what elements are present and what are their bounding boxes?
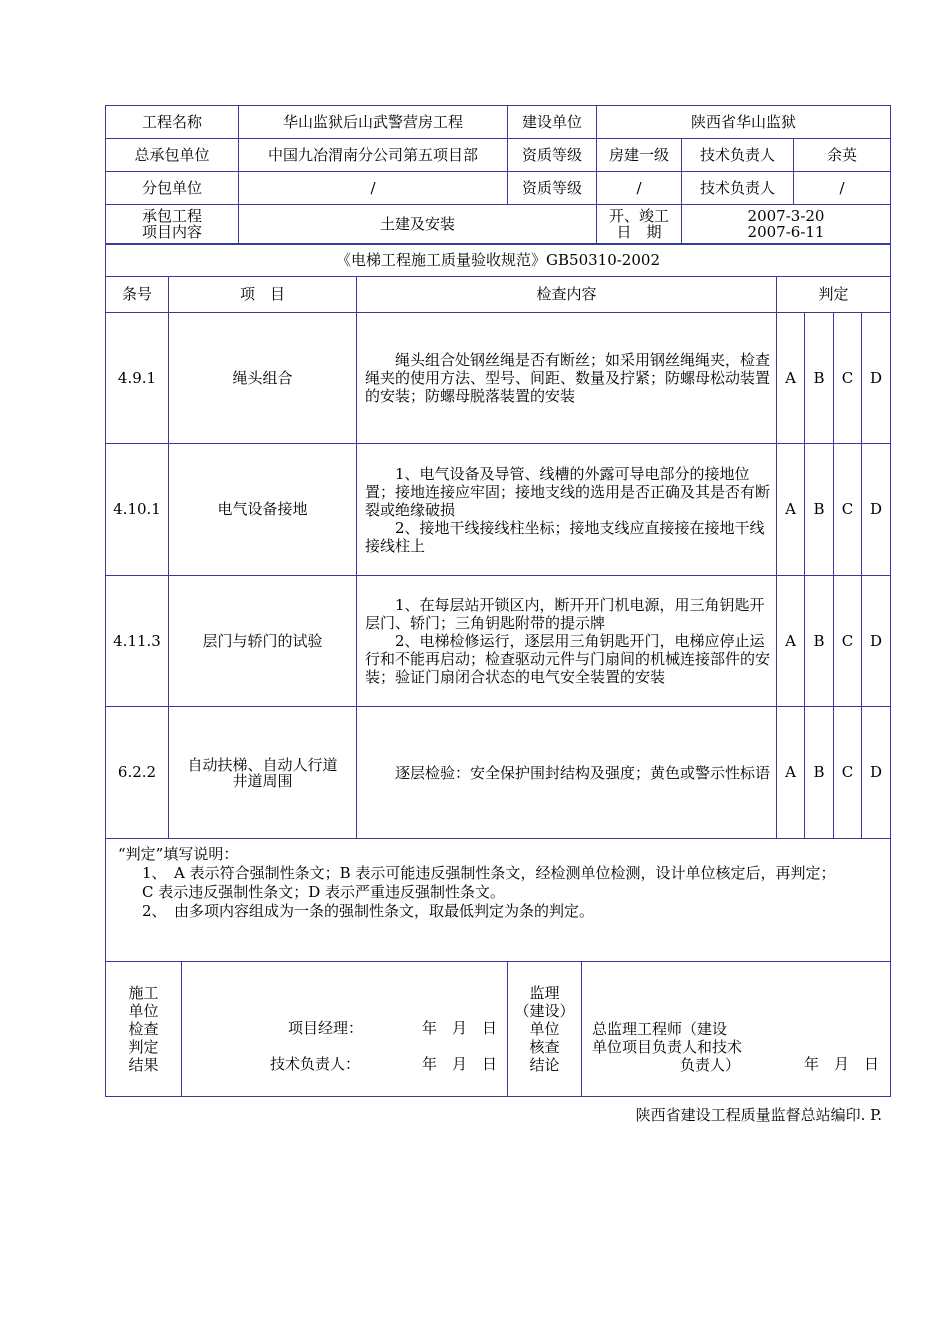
table-row [106,444,891,576]
grade-d[interactable]: D [862,707,891,839]
general-contractor-value: 中国九冶渭南分公司第五项目部 [239,139,508,172]
supervision-signature-area [582,962,891,1097]
end-date: 2007-6-11 [747,223,825,241]
table-row [106,576,891,707]
sub-tech-lead-label: 技术负责人 [682,172,794,205]
scope-label: 承包工程 项目内容 [106,205,239,244]
construction-signature-area [182,962,508,1097]
grade-c[interactable]: C [834,707,862,839]
supervision-unit-label: 监理 （建设） 单位 核查 结论 [508,962,582,1097]
subcontractor-value: / [239,172,508,205]
builder-label: 建设单位 [508,106,597,139]
subcontractor-label: 分包单位 [106,172,239,205]
col-judgement-header: 判定 [777,277,891,313]
clause-number: 4.10.1 [106,444,169,576]
table-row [106,707,891,839]
check-content: 1、在每层站开锁区内，断开开门机电源，用三角钥匙开层门、轿门；三角钥匙附带的提示牌 2、电梯检修运行，逐层用三角钥匙开门，电梯应停止运行和不能再启动；检查驱动元件与门扇间的机械连接部件的安装；验证门扇闭合状态的电气安全装置的安装 [357,576,777,707]
grade-a[interactable]: A [777,576,805,707]
col-item-header: 项 目 [169,277,357,313]
start-date: 2007-3-20 [747,207,825,225]
tech-lead-label: 技术负责人 [682,139,794,172]
grade-a[interactable]: A [777,707,805,839]
project-manager-label: 项目经理： [288,1019,364,1037]
col-content-header: 检查内容 [357,277,777,313]
item-name: 层门与轿门的试验 [169,576,357,707]
general-qualification-value: 房建一级 [597,139,682,172]
construction-unit-label: 施工 单位 检查 判定 结果 [106,962,182,1097]
check-content: 逐层检验：安全保护围封结构及强度；黄色或警示性标语 [357,707,777,839]
clause-number: 4.9.1 [106,313,169,444]
general-tech-lead-value: 余英 [794,139,891,172]
grade-b[interactable]: B [805,444,834,576]
grade-b[interactable]: B [805,707,834,839]
grade-d[interactable]: D [862,444,891,576]
grade-c[interactable]: C [834,444,862,576]
item-name: 自动扶梯、自动人行道 井道周围 [169,707,357,839]
general-contractor-label: 总承包单位 [106,139,239,172]
sub-qualification-label: 资质等级 [508,172,597,205]
tech-lead-sign-label: 技术负责人： [270,1055,361,1073]
signature-table [105,961,891,1097]
project-name-value: 华山监狱后山武警营房工程 [239,106,508,139]
grade-b[interactable]: B [805,576,834,707]
sub-tech-lead-value: / [794,172,891,205]
tech-lead-date: 年 月 日 [422,1055,498,1073]
clause-number: 4.11.3 [106,576,169,707]
grade-d[interactable]: D [862,576,891,707]
chief-engineer-label: 总监理工程师（建设 单位项目负责人和技术 负责人） [592,1020,743,1074]
check-content: 1、电气设备及导管、线槽的外露可导电部分的接地位置；接地连接应牢固；接地支线的选用是否正确及其是否有断裂或绝缘破损 2、接地干线接线柱坐标；接地支线应直接接在接地干线接线柱上 [357,444,777,576]
scope-value: 土建及安装 [239,205,597,244]
builder-value: 陕西省华山监狱 [597,106,891,139]
chief-engineer-date: 年 月 日 [804,1055,880,1073]
item-name: 电气设备接地 [169,444,357,576]
footer-publisher: 陕西省建设工程质量监督总站编印. P. [635,1106,882,1124]
judgement-notes: “判定”填写说明： 1、 A 表示符合强制性条文；B 表示可能违反强制性条文，经检测单位检测，设计单位核定后，再判定； C 表示违反强制性条文；D 表示严重违反强制性条文。 2、 由多项内容组成为一条的强制性条文，取最低判定为条的判定。 [106,839,891,962]
grade-a[interactable]: A [777,444,805,576]
sub-qualification-value: / [597,172,682,205]
grade-a[interactable]: A [777,313,805,444]
qualification-label: 资质等级 [508,139,597,172]
grade-c[interactable]: C [834,313,862,444]
col-clause-header: 条号 [106,277,169,313]
dates-label: 开、竣工 日 期 [597,205,682,244]
inspection-table [105,244,891,962]
project-manager-date: 年 月 日 [422,1019,498,1037]
grade-d[interactable]: D [862,313,891,444]
table-row [106,313,891,444]
grade-b[interactable]: B [805,313,834,444]
check-content: 绳头组合处钢丝绳是否有断丝；如采用钢丝绳绳夹，检查绳夹的使用方法、型号、间距、数量及拧紧；防螺母松动装置的安装；防螺母脱落装置的安装 [357,313,777,444]
grade-c[interactable]: C [834,576,862,707]
project-name-label: 工程名称 [106,106,239,139]
clause-number: 6.2.2 [106,707,169,839]
spec-title: 《电梯工程施工质量验收规范》GB50310-2002 [106,245,891,277]
item-name: 绳头组合 [169,313,357,444]
project-info-table [105,105,891,244]
dates-value [682,205,891,244]
